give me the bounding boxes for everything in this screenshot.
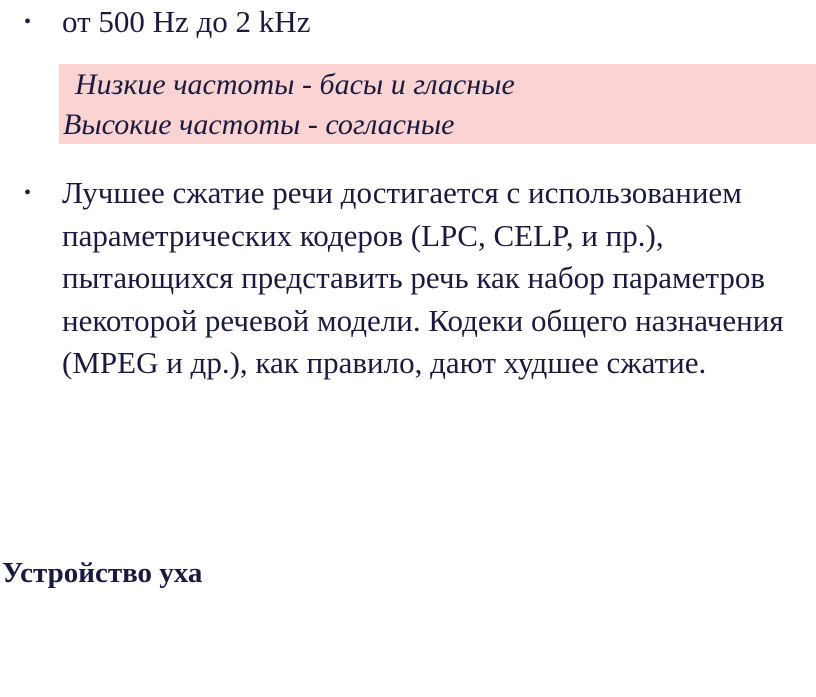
bullet-marker: • [24,182,32,204]
bullet-text: Лучшее сжатие речи достигается с использованием параметрических кодеров (LPC, CELP, и пр.), пытающихся представить речь как набор параметров некоторой речевой модели. Кодеки общего назначения (MPEG и др.), как правило, дают худшее сжатие. [62,175,784,380]
bullet-marker: • [24,11,32,33]
bullet-item-speech-compression [24,172,804,385]
bullet-text: от 500 Hz до 2 kHz [62,4,311,39]
section-heading: Устройство уха [2,557,203,589]
note-line-low-frequencies: Низкие частоты - басы и гласные [75,68,515,101]
note-line-high-frequencies: Высокие частоты - согласные [63,108,455,141]
bullet-item-frequency-range [24,0,310,44]
highlighted-note [59,64,816,144]
